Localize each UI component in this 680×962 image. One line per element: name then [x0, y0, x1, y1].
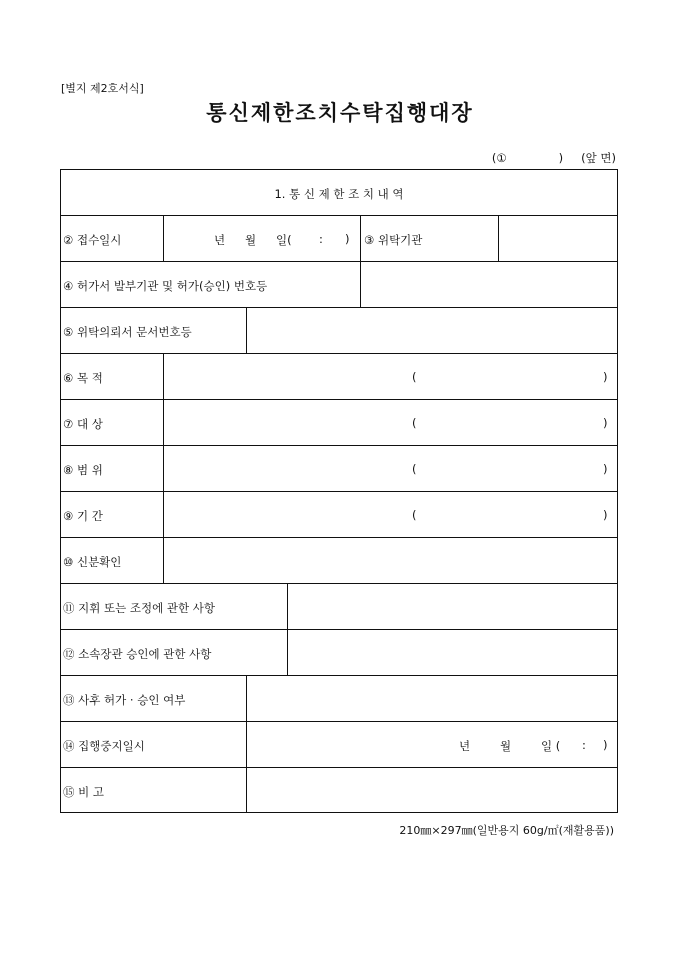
- permit-issuer-field[interactable]: [361, 262, 617, 307]
- suspension-day-label: 일 (: [541, 739, 561, 753]
- receipt-datetime-field[interactable]: [164, 216, 360, 261]
- remarks-label: ⑮ 비 고: [63, 785, 105, 799]
- identity-check-label: ⑩ 신분확인: [63, 555, 122, 569]
- receipt-time-colon: :: [319, 232, 323, 246]
- identity-check-field[interactable]: [164, 538, 617, 583]
- purpose-field[interactable]: [164, 354, 617, 399]
- register-table: [60, 169, 618, 813]
- suspension-year-label: 년: [459, 739, 471, 753]
- request-doc-field[interactable]: [247, 308, 617, 353]
- period-label: ⑨ 기 간: [63, 509, 103, 523]
- section-title: 1. 통 신 제 한 조 치 내 역: [274, 187, 404, 201]
- period-paren-open: (: [412, 508, 417, 522]
- receipt-day-label: 일(: [276, 233, 292, 247]
- period-paren-close: ): [603, 508, 608, 522]
- target-paren-open: (: [412, 416, 417, 430]
- agency-label: ③ 위탁기관: [364, 233, 423, 247]
- period-field[interactable]: [164, 492, 617, 537]
- target-field[interactable]: [164, 400, 617, 445]
- suspension-time-colon: :: [582, 738, 586, 752]
- scope-label: ⑧ 범 위: [63, 463, 103, 477]
- minister-approval-field[interactable]: [288, 630, 617, 675]
- suspension-datetime-label: ⑭ 집행중지일시: [63, 739, 145, 753]
- purpose-paren-open: (: [412, 370, 417, 384]
- paper-spec: 210㎜×297㎜(일반용지 60g/㎡(재활용품)): [399, 824, 614, 837]
- page-title: 통신제한조치수탁집행대장: [206, 100, 474, 125]
- scope-paren-open: (: [412, 462, 417, 476]
- request-doc-label: ⑤ 위탁의뢰서 문서번호등: [63, 325, 192, 339]
- scope-field[interactable]: [164, 446, 617, 491]
- scope-paren-close: ): [603, 462, 608, 476]
- remarks-field[interactable]: [247, 768, 617, 812]
- direction-field[interactable]: [288, 584, 617, 629]
- target-label: ⑦ 대 상: [63, 417, 103, 431]
- post-permit-label: ⑬ 사후 허가 · 승인 여부: [63, 693, 186, 707]
- suspension-month-label: 월: [500, 739, 512, 753]
- minister-approval-label: ⑫ 소속장관 승인에 관한 사항: [63, 647, 212, 661]
- receipt-datetime-label: ② 접수일시: [63, 233, 122, 247]
- page-side-label: (앞 면): [581, 151, 616, 165]
- purpose-paren-close: ): [603, 370, 608, 384]
- direction-label: ⑪ 지휘 또는 조정에 관한 사항: [63, 601, 215, 615]
- suspension-datetime-field[interactable]: [247, 722, 447, 767]
- form-number: [별지 제2호서식]: [61, 82, 144, 95]
- suspension-time-close: ): [603, 738, 608, 752]
- receipt-time-close: ): [345, 232, 350, 246]
- receipt-month-label: 월: [245, 233, 257, 247]
- target-paren-close: ): [603, 416, 608, 430]
- purpose-label: ⑥ 목 적: [63, 371, 103, 385]
- page-number-close: ): [558, 151, 564, 165]
- page-number-open: (①: [491, 151, 507, 165]
- post-permit-field[interactable]: [247, 676, 617, 721]
- permit-issuer-label: ④ 허가서 발부기관 및 허가(승인) 번호등: [63, 279, 268, 293]
- page-side-indicator: [492, 150, 616, 166]
- receipt-year-label: 년: [214, 233, 226, 247]
- agency-field[interactable]: [499, 216, 617, 261]
